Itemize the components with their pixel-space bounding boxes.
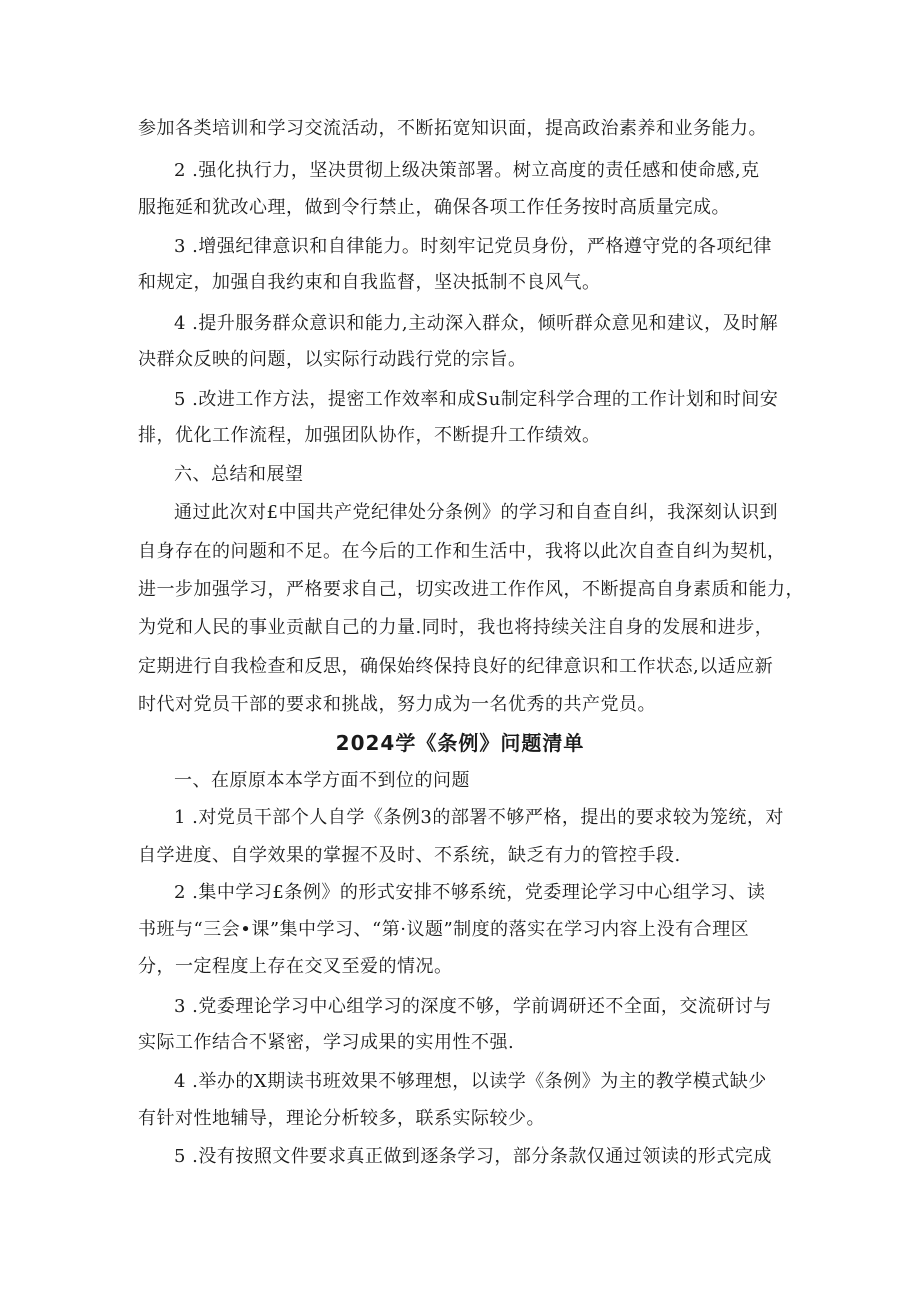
paragraph-line: 3 .党委理论学习中心组学习的深度不够，学前调研还不全面，交流研讨与 (174, 996, 772, 1017)
paragraph-line: 参加各类培训和学习交流活动，不断拓宽知识面，提高政治素养和业务能力。 (138, 118, 767, 139)
paragraph-line: 书班与“三会•课”集中学习、“第·议题”制度的落实在学习内容上没有合理区 (138, 919, 750, 940)
paragraph-line: 5 .没有按照文件要求真正做到逐条学习，部分条款仅通过领读的形式完成 (174, 1146, 772, 1167)
paragraph-line: 5 .改进工作方法，提密工作效率和成Su制定科学合理的工作计划和时间安 (174, 389, 779, 410)
section-heading: 一、在原原本本学方面不到位的问题 (174, 770, 470, 791)
paragraph-line: 4 .举办的X期读书班效果不够理想，以读学《条例》为主的教学模式缺少 (174, 1071, 767, 1092)
paragraph-line: 通过此次对£中国共产党纪律处分条例》的学习和自查自纠，我深刻认识到 (174, 502, 778, 523)
paragraph-line: 服拖延和犹改心理，做到令行禁止，确保各项工作任务按时高质量完成。 (138, 197, 730, 218)
paragraph-line: 排，优化工作流程，加强团队协作，不断提升工作绩效。 (138, 425, 601, 446)
paragraph-line: 4 .提升服务群众意识和能力,主动深入群众，倾听群众意见和建议，及时解 (174, 313, 779, 334)
paragraph-line: 为党和人民的事业贡献自己的力量.同时，我也将持续关注自身的发展和进步， (138, 617, 774, 638)
paragraph-line: 时代对党员干部的要求和挑战，努力成为一名优秀的共产党员。 (138, 694, 656, 715)
paragraph-line: 分，一定程度上存在交叉至爱的情况。 (138, 956, 453, 977)
paragraph-line: 自学进度、自学效果的掌握不及时、不系统，缺乏有力的管控手段. (138, 845, 681, 866)
paragraph-line: 2 .强化执行力，坚决贯彻上级决策部署。树立高度的责任感和使命感,克 (174, 160, 760, 181)
paragraph-line: 有针对性地辅导，理论分析较多，联系实际较少。 (138, 1108, 545, 1129)
paragraph-line: 自身存在的问题和不足。在今后的工作和生活中，我将以此次自查自纠为契机， (138, 541, 786, 562)
paragraph-line: 定期进行自我检查和反思，确保始终保持良好的纪律意识和工作状态,以适应新 (138, 656, 774, 677)
paragraph-line: 实际工作结合不紧密，学习成果的实用性不强. (138, 1032, 515, 1053)
paragraph-line: 和规定，加强自我约束和自我监督，坚决抵制不良风气。 (138, 272, 601, 293)
paragraph-line: 决群众反映的问题，以实际行动践行党的宗旨。 (138, 349, 527, 370)
paragraph-line: 进一步加强学习，严格要求自己，切实改进工作作风，不断提高自身素质和能力， (138, 579, 804, 600)
paragraph-line: 3 .增强纪律意识和自律能力。时刻牢记党员身份，严格遵守党的各项纪律 (174, 236, 772, 257)
document-title: 2024学《条例》问题清单 (335, 731, 585, 755)
section-heading: 六、总结和展望 (174, 464, 304, 485)
paragraph-line: 1 .对党员干部个人自学《条例3的部署不够严格，提出的要求较为笼统，对 (174, 807, 784, 828)
paragraph-line: 2 .集中学习£条例》的形式安排不够系统，党委理论学习中心组学习、读 (174, 882, 766, 903)
